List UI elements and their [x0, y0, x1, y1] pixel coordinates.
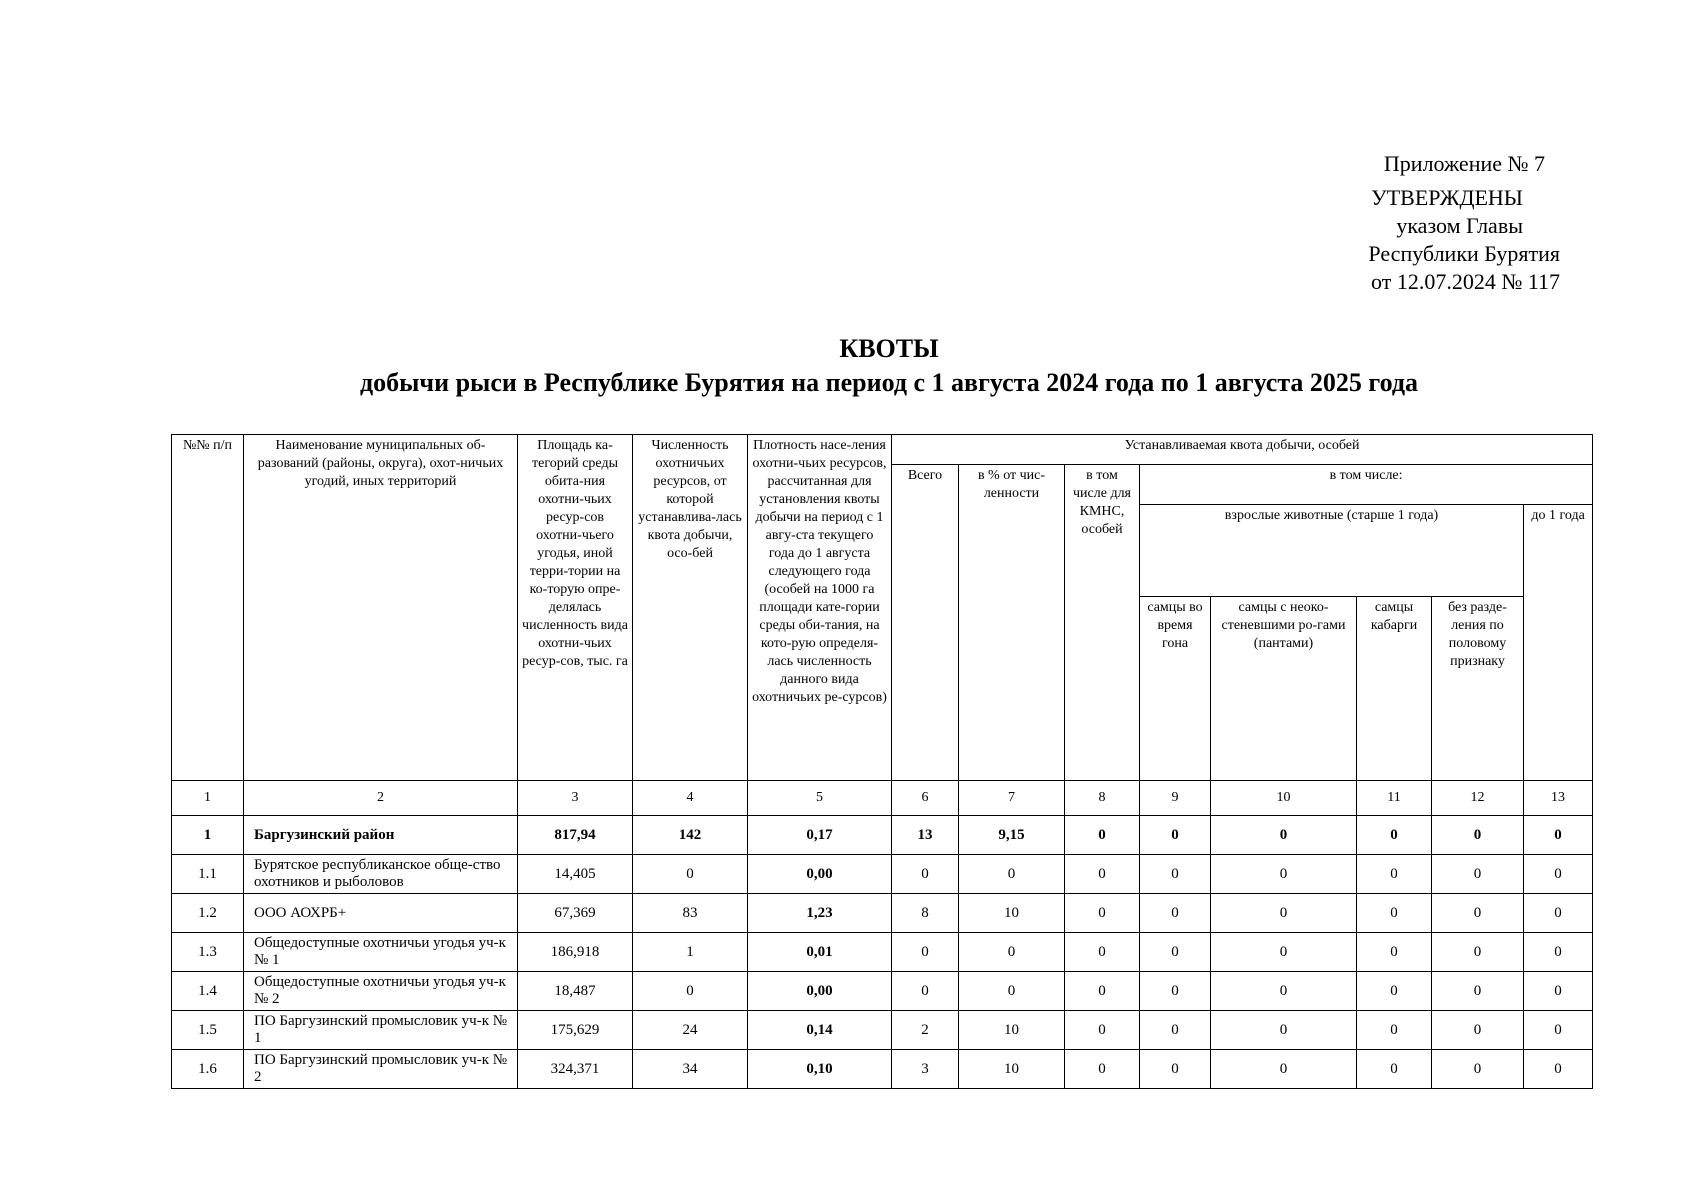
- row-under1: 0: [1524, 816, 1593, 855]
- row-males-musk: 0: [1357, 1011, 1432, 1050]
- header-males-rut: самцы во время гона: [1140, 597, 1211, 781]
- appendix-number: Приложение № 7: [1383, 151, 1545, 176]
- row-density: 0,01: [748, 933, 892, 972]
- row-number: 1.6: [172, 1050, 244, 1089]
- row-name: ПО Баргузинский промысловик уч-к № 1: [244, 1011, 518, 1050]
- decree-date: от 12.07.2024 № 117: [1371, 269, 1560, 294]
- row-kmns: 0: [1065, 816, 1140, 855]
- row-males-antlers: 0: [1211, 855, 1357, 894]
- row-name: ПО Баргузинский промысловик уч-к № 2: [244, 1050, 518, 1089]
- row-under1: 0: [1524, 1050, 1593, 1089]
- row-under1: 0: [1524, 1011, 1593, 1050]
- header-name: Наименование муниципальных об-разований (районы, округа), охот-ничьих угодий, иных территорий: [244, 435, 518, 781]
- row-area: 14,405: [518, 855, 633, 894]
- row-kmns: 0: [1065, 894, 1140, 933]
- column-number: 7: [959, 781, 1065, 816]
- row-kmns: 0: [1065, 933, 1140, 972]
- header-males-musk: самцы кабарги: [1357, 597, 1432, 781]
- row-density: 1,23: [748, 894, 892, 933]
- table-row: [172, 1011, 1593, 1050]
- row-no-sex: 0: [1432, 933, 1524, 972]
- row-kmns: 0: [1065, 1011, 1140, 1050]
- row-no-sex: 0: [1432, 894, 1524, 933]
- column-number: 8: [1065, 781, 1140, 816]
- row-percent: 9,15: [959, 816, 1065, 855]
- column-number: 12: [1432, 781, 1524, 816]
- row-percent: 0: [959, 855, 1065, 894]
- row-males-rut: 0: [1140, 1050, 1211, 1089]
- document-title: [0, 332, 1698, 400]
- row-density: 0,14: [748, 1011, 892, 1050]
- row-name: Баргузинский район: [244, 816, 518, 855]
- table-row: [172, 933, 1593, 972]
- approval-block: [1300, 150, 1560, 296]
- row-no-sex: 0: [1432, 855, 1524, 894]
- row-number: 1.3: [172, 933, 244, 972]
- header-no-sex: без разде-ления по половому признаку: [1432, 597, 1524, 781]
- row-total: 13: [892, 816, 959, 855]
- decree-line: указом Главы: [1396, 213, 1523, 238]
- header-under1: до 1 года: [1524, 505, 1593, 781]
- header-area: Площадь ка-тегорий среды обита-ния охотни-чьих ресур-сов охотни-чьего угодья, иной терри-тории на ко-торую опре-делялась численность вида охотни-чьих ресур-сов, тыс. га: [518, 435, 633, 781]
- row-area: 324,371: [518, 1050, 633, 1089]
- row-number: 1.4: [172, 972, 244, 1011]
- row-area: 817,94: [518, 816, 633, 855]
- column-number: 6: [892, 781, 959, 816]
- row-density: 0,17: [748, 816, 892, 855]
- row-males-musk: 0: [1357, 972, 1432, 1011]
- row-name: Бурятское республиканское обще-ство охотников и рыболовов: [244, 855, 518, 894]
- title-subtitle: добычи рыси в Республике Бурятия на период с 1 августа 2024 года по 1 августа 2025 года: [359, 368, 1418, 397]
- row-males-antlers: 0: [1211, 1011, 1357, 1050]
- column-number: 5: [748, 781, 892, 816]
- row-kmns: 0: [1065, 972, 1140, 1011]
- row-percent: 0: [959, 972, 1065, 1011]
- row-males-musk: 0: [1357, 855, 1432, 894]
- row-percent: 10: [959, 1050, 1065, 1089]
- row-under1: 0: [1524, 894, 1593, 933]
- header-percent: в % от чис-ленности: [959, 465, 1065, 781]
- column-number: 10: [1211, 781, 1357, 816]
- header-adults: взрослые животные (старше 1 года): [1140, 505, 1524, 597]
- column-number: 11: [1357, 781, 1432, 816]
- row-number: 1.5: [172, 1011, 244, 1050]
- row-no-sex: 0: [1432, 816, 1524, 855]
- column-number-row: [172, 781, 1593, 816]
- row-area: 175,629: [518, 1011, 633, 1050]
- row-count: 24: [633, 1011, 748, 1050]
- row-percent: 0: [959, 933, 1065, 972]
- column-number: 2: [244, 781, 518, 816]
- table-row: [172, 855, 1593, 894]
- row-males-rut: 0: [1140, 894, 1211, 933]
- row-males-musk: 0: [1357, 1050, 1432, 1089]
- row-males-rut: 0: [1140, 816, 1211, 855]
- title-main: КВОТЫ: [839, 334, 939, 363]
- row-males-musk: 0: [1357, 933, 1432, 972]
- quota-rows: [172, 816, 1593, 1089]
- header-including: в том числе:: [1140, 465, 1593, 505]
- row-total: 2: [892, 1011, 959, 1050]
- table-row-district: [172, 816, 1593, 855]
- header-num: №№ п/п: [172, 435, 244, 781]
- header-density: Плотность насе-ления охотни-чьих ресурсов, рассчитанная для установления квоты добычи на период с 1 авгу-ста текущего года до 1 августа следующего года (особей на 1000 га площади кате-гории среды оби-тания, на кото-рую определя-лась численность данного вида охотничьих ре-сурсов): [748, 435, 892, 781]
- row-males-antlers: 0: [1211, 1050, 1357, 1089]
- row-area: 186,918: [518, 933, 633, 972]
- row-number: 1.2: [172, 894, 244, 933]
- row-number: 1: [172, 816, 244, 855]
- row-males-musk: 0: [1357, 894, 1432, 933]
- row-males-antlers: 0: [1211, 894, 1357, 933]
- row-count: 0: [633, 972, 748, 1011]
- row-under1: 0: [1524, 972, 1593, 1011]
- row-density: 0,00: [748, 855, 892, 894]
- row-under1: 0: [1524, 855, 1593, 894]
- row-males-rut: 0: [1140, 972, 1211, 1011]
- row-count: 142: [633, 816, 748, 855]
- row-kmns: 0: [1065, 1050, 1140, 1089]
- header-quota: Устанавливаемая квота добычи, особей: [892, 435, 1593, 465]
- row-males-rut: 0: [1140, 1011, 1211, 1050]
- row-no-sex: 0: [1432, 1011, 1524, 1050]
- approved-label: УТВЕРЖДЕНЫ: [1371, 185, 1523, 210]
- header-kmns: в том числе для КМНС, особей: [1065, 465, 1140, 781]
- row-density: 0,00: [748, 972, 892, 1011]
- row-density: 0,10: [748, 1050, 892, 1089]
- row-name: ООО АОХРБ+: [244, 894, 518, 933]
- row-males-musk: 0: [1357, 816, 1432, 855]
- table-row: [172, 1050, 1593, 1089]
- row-area: 67,369: [518, 894, 633, 933]
- header-total: Всего: [892, 465, 959, 781]
- row-no-sex: 0: [1432, 972, 1524, 1011]
- column-number: 13: [1524, 781, 1593, 816]
- row-area: 18,487: [518, 972, 633, 1011]
- row-no-sex: 0: [1432, 1050, 1524, 1089]
- row-total: 3: [892, 1050, 959, 1089]
- republic-line: Республики Бурятия: [1368, 241, 1560, 266]
- row-count: 1: [633, 933, 748, 972]
- row-count: 0: [633, 855, 748, 894]
- row-percent: 10: [959, 1011, 1065, 1050]
- row-males-antlers: 0: [1211, 816, 1357, 855]
- row-name: Общедоступные охотничьи угодья уч-к № 2: [244, 972, 518, 1011]
- column-number: 4: [633, 781, 748, 816]
- row-total: 0: [892, 855, 959, 894]
- column-number: 3: [518, 781, 633, 816]
- row-total: 8: [892, 894, 959, 933]
- column-number: 1: [172, 781, 244, 816]
- row-number: 1.1: [172, 855, 244, 894]
- row-males-antlers: 0: [1211, 972, 1357, 1011]
- row-percent: 10: [959, 894, 1065, 933]
- row-males-rut: 0: [1140, 933, 1211, 972]
- row-males-rut: 0: [1140, 855, 1211, 894]
- table-row: [172, 894, 1593, 933]
- row-count: 83: [633, 894, 748, 933]
- header-count: Численность охотничьих ресурсов, от которой устанавлива-лась квота добычи, осо-бей: [633, 435, 748, 781]
- header-males-antlers: самцы с неоко-стеневшими ро-гами (пантами): [1211, 597, 1357, 781]
- quota-table: [171, 434, 1593, 1089]
- table-row: [172, 972, 1593, 1011]
- row-males-antlers: 0: [1211, 933, 1357, 972]
- row-total: 0: [892, 933, 959, 972]
- column-number: 9: [1140, 781, 1211, 816]
- row-total: 0: [892, 972, 959, 1011]
- row-under1: 0: [1524, 933, 1593, 972]
- row-count: 34: [633, 1050, 748, 1089]
- row-kmns: 0: [1065, 855, 1140, 894]
- row-name: Общедоступные охотничьи угодья уч-к № 1: [244, 933, 518, 972]
